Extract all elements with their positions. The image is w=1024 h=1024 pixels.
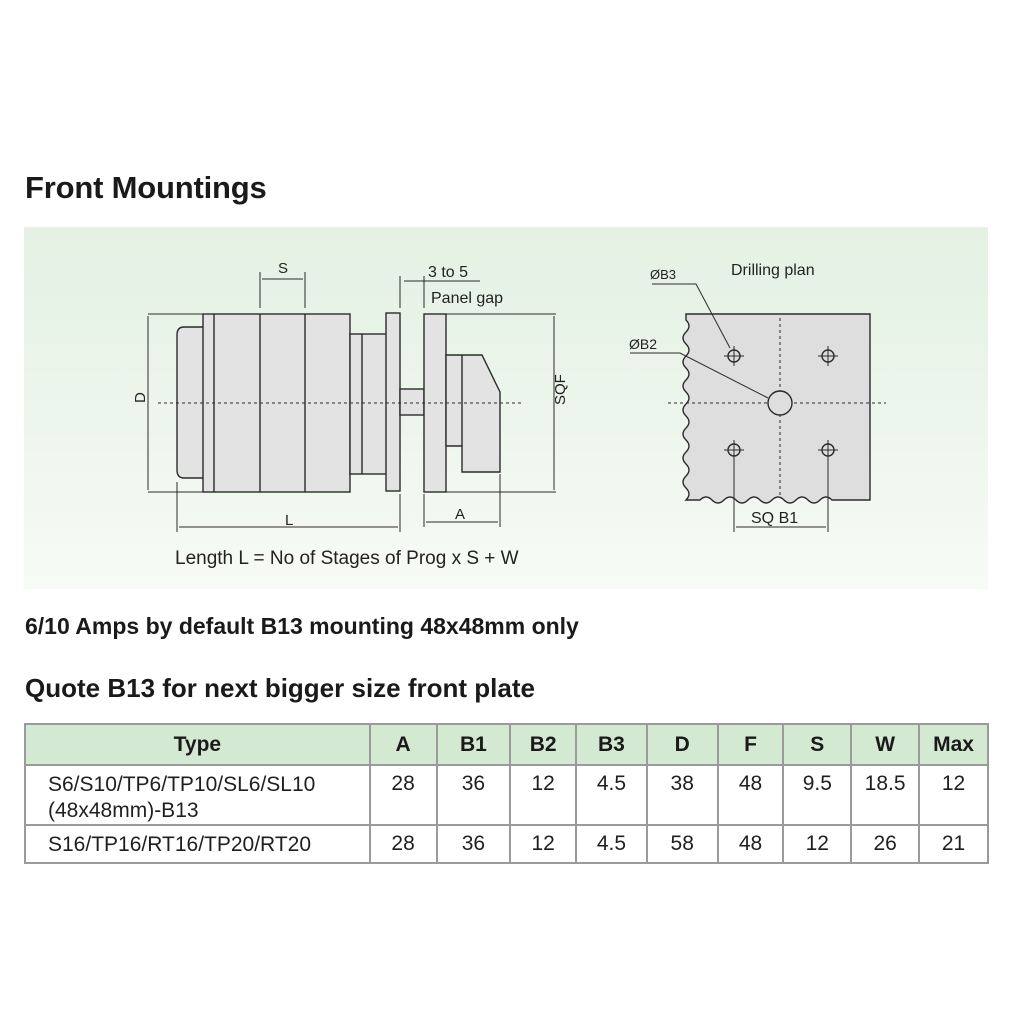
table-row <box>25 825 988 863</box>
cell-d: 58 <box>647 825 718 863</box>
header-a: A <box>370 724 437 765</box>
cell-s: 9.5 <box>783 765 851 825</box>
d-label: D <box>132 392 149 403</box>
cell-a: 28 <box>370 765 437 825</box>
center-hole-b2 <box>768 391 792 415</box>
header-b2: B2 <box>510 724 576 765</box>
header-b3: B3 <box>576 724 647 765</box>
type-cell <box>25 825 370 863</box>
front-mounting-diagram <box>24 227 988 589</box>
default-mounting-note: 6/10 Amps by default B13 mounting 48x48mm only <box>25 613 579 639</box>
diagram-svg <box>24 227 988 589</box>
cell-w: 26 <box>851 825 919 863</box>
sq-b1-label: SQ B1 <box>751 510 799 527</box>
cell-b2: 12 <box>510 765 576 825</box>
cell-max: 21 <box>919 825 988 863</box>
type-line: (48x48mm)-B13 <box>48 799 199 822</box>
sqf-label: SQF <box>552 374 569 405</box>
knob <box>446 355 500 472</box>
cell-b2: 12 <box>510 825 576 863</box>
cell-b1: 36 <box>437 825 511 863</box>
panel-gap-label: Panel gap <box>431 290 504 307</box>
spec-table <box>24 723 989 864</box>
type-line: S16/TP16/RT16/TP20/RT20 <box>48 833 312 856</box>
s-label: S <box>278 260 289 277</box>
cell-b3: 4.5 <box>576 825 647 863</box>
cell-a: 28 <box>370 825 437 863</box>
header-max: Max <box>919 724 988 765</box>
header-type: Type <box>25 724 370 765</box>
gap-range-label: 3 to 5 <box>428 264 469 281</box>
cell-max: 12 <box>919 765 988 825</box>
header-s: S <box>783 724 851 765</box>
a-label: A <box>455 506 466 523</box>
cell-s: 12 <box>783 825 851 863</box>
type-line: S6/S10/TP6/TP10/SL6/SL10 <box>48 773 316 796</box>
length-formula: Length L = No of Stages of Prog x S + W <box>175 548 519 569</box>
header-f: F <box>718 724 784 765</box>
table-row <box>25 765 988 825</box>
type-cell <box>25 765 370 825</box>
b3-label: ØB3 <box>650 267 677 282</box>
switch-neck <box>350 334 388 474</box>
cell-b3: 4.5 <box>576 765 647 825</box>
l-label: L <box>285 512 294 529</box>
quote-note: Quote B13 for next bigger size front plate <box>25 673 535 703</box>
panel-plate-left <box>386 313 400 491</box>
header-b1: B1 <box>437 724 511 765</box>
table-header-row <box>25 724 988 765</box>
b2-label: ØB2 <box>629 336 658 352</box>
header-d: D <box>647 724 718 765</box>
drilling-plan-title: Drilling plan <box>731 262 815 279</box>
header-w: W <box>851 724 919 765</box>
cell-b1: 36 <box>437 765 511 825</box>
page-title: Front Mountings <box>25 170 267 205</box>
cell-f: 48 <box>718 765 784 825</box>
cell-d: 38 <box>647 765 718 825</box>
panel-shaft <box>400 389 424 415</box>
cell-w: 18.5 <box>851 765 919 825</box>
cell-f: 48 <box>718 825 784 863</box>
